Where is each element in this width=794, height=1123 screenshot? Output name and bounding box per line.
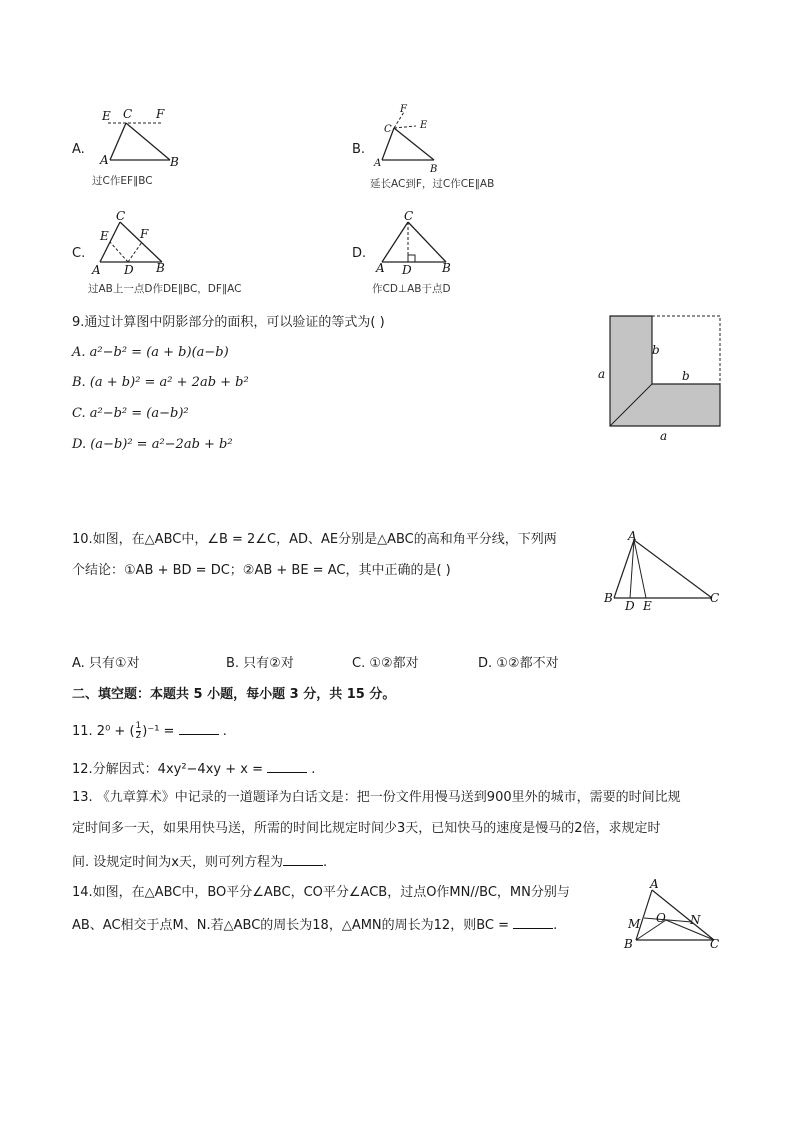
q14-answer-blank[interactable] — [513, 916, 553, 929]
q9-option-d: D. (a−b)² = a²−2ab + b² — [72, 437, 233, 452]
label-a-left: a — [598, 367, 606, 381]
q14-end: . — [553, 918, 558, 933]
q14-line1: 14.如图，在△ABC中，BO平分∠ABC，CO平分∠ACB，过点O作MN//BC，MN分别与 — [72, 885, 570, 900]
point-c: C — [384, 124, 392, 135]
point-n: N — [690, 913, 701, 927]
q8-figure-d — [374, 210, 464, 278]
q14-line2: AB、AC相交于点M、N.若△ABC的周长为18，△AMN的周长为12，则BC = — [72, 918, 509, 933]
point-c: C — [123, 107, 133, 121]
point-a: A — [628, 529, 637, 543]
point-a: A — [92, 263, 101, 277]
section-title: 二、填空题：本题共 5 小题，每小题 3 分，共 15 分。 — [72, 687, 396, 702]
q9-option-c: C. a²−b² = (a−b)² — [72, 406, 189, 421]
point-b: B — [156, 261, 165, 275]
point-c: C — [710, 937, 720, 951]
q10-line1: 10.如图，在△ABC中，∠B = 2∠C，AD、AE分别是△ABC的高和角平分线，下列两 — [72, 532, 557, 547]
point-a: A — [376, 261, 385, 275]
q10-option-d: D. ①②都不对 — [478, 656, 559, 671]
option-label-a: A. — [72, 142, 85, 157]
q9-figure — [594, 310, 734, 445]
point-d: D — [625, 599, 635, 613]
point-e: E — [102, 109, 111, 123]
q8-figure-b — [372, 104, 492, 175]
q8-caption-a: 过C作EF∥BC — [92, 175, 153, 187]
q9-option-b: B. (a + b)² = a² + 2ab + b² — [72, 375, 249, 390]
q13-line2: 定时间多一天，如果用快马送，所需的时间比规定时间少3天，已知快马的速度是慢马的2倍，求规定时 — [72, 821, 661, 836]
point-c: C — [710, 591, 720, 605]
q14-figure — [622, 878, 732, 956]
q12 — [72, 760, 315, 778]
option-label-b: B. — [352, 142, 366, 157]
q11-answer-blank[interactable] — [179, 722, 219, 735]
q9-stem: 9.通过计算图中阴影部分的面积，可以验证的等式为( ) — [72, 315, 385, 330]
q13-end: . — [322, 855, 328, 870]
q13-line3: 间. 设规定时间为x天，则可列方程为 — [72, 855, 283, 870]
q14-line2-row — [72, 916, 557, 934]
point-f: F — [156, 107, 165, 121]
point-e: E — [100, 229, 109, 243]
q11-frac-num: 1 — [135, 721, 142, 731]
label-b-vertical: b — [652, 343, 660, 357]
point-c: C — [116, 209, 126, 223]
point-o: O — [656, 911, 666, 925]
point-d: D — [402, 263, 412, 277]
q8-caption-d: 作CD⊥AB于点D — [372, 283, 451, 295]
point-a: A — [100, 153, 109, 167]
point-e: E — [420, 120, 428, 131]
label-a-bottom: a — [660, 429, 668, 443]
point-b: B — [430, 164, 438, 175]
q10-line2: 个结论：①AB + BD = DC；②AB + BE = AC，其中正确的是( ) — [72, 563, 451, 578]
point-f: F — [140, 227, 149, 241]
q10-option-c: C. ①②都对 — [352, 656, 419, 671]
point-a: A — [374, 158, 382, 169]
q11-fraction — [136, 722, 142, 741]
q10-figure — [600, 528, 730, 614]
q8-caption-b: 延长AC到F，过C作CE∥AB — [370, 178, 495, 190]
option-label-c: C. — [72, 246, 86, 261]
q11 — [72, 722, 227, 741]
point-b: B — [442, 261, 451, 275]
option-label-d: D. — [352, 246, 367, 261]
q8-figure-c — [92, 210, 182, 278]
point-b: B — [624, 937, 633, 951]
q11-suffix: )⁻¹ = — [142, 724, 175, 739]
q8-figure-a — [96, 106, 206, 169]
point-b: B — [604, 591, 613, 605]
point-a: A — [650, 877, 659, 891]
q11-frac-den: 2 — [135, 731, 142, 741]
point-e: E — [643, 599, 652, 613]
q9-option-a: A. a²−b² = (a + b)(a−b) — [72, 345, 229, 360]
q12-prefix: 12.分解因式：4xy²−4xy + x = — [72, 762, 263, 777]
q8-caption-c: 过AB上一点D作DE∥BC，DF∥AC — [88, 283, 242, 295]
point-m: M — [628, 917, 641, 931]
q13-answer-blank[interactable] — [283, 853, 323, 866]
q11-end: . — [222, 724, 227, 739]
q13-line3-row — [72, 853, 327, 871]
point-f: F — [400, 104, 407, 115]
q12-answer-blank[interactable] — [267, 760, 307, 773]
point-c: C — [404, 209, 414, 223]
q10-option-a: A. 只有①对 — [72, 656, 140, 671]
q13-line1: 13. 《九章算术》中记录的一道题译为白话文是：把一份文件用慢马送到900里外的城市，需要的时间比规 — [72, 790, 681, 805]
q10-option-b: B. 只有②对 — [226, 656, 294, 671]
point-d: D — [124, 263, 134, 277]
label-b-horizontal: b — [682, 369, 690, 383]
point-b: B — [170, 155, 179, 169]
q12-end: . — [311, 762, 316, 777]
q11-prefix: 11. 2⁰ + ( — [72, 724, 135, 739]
